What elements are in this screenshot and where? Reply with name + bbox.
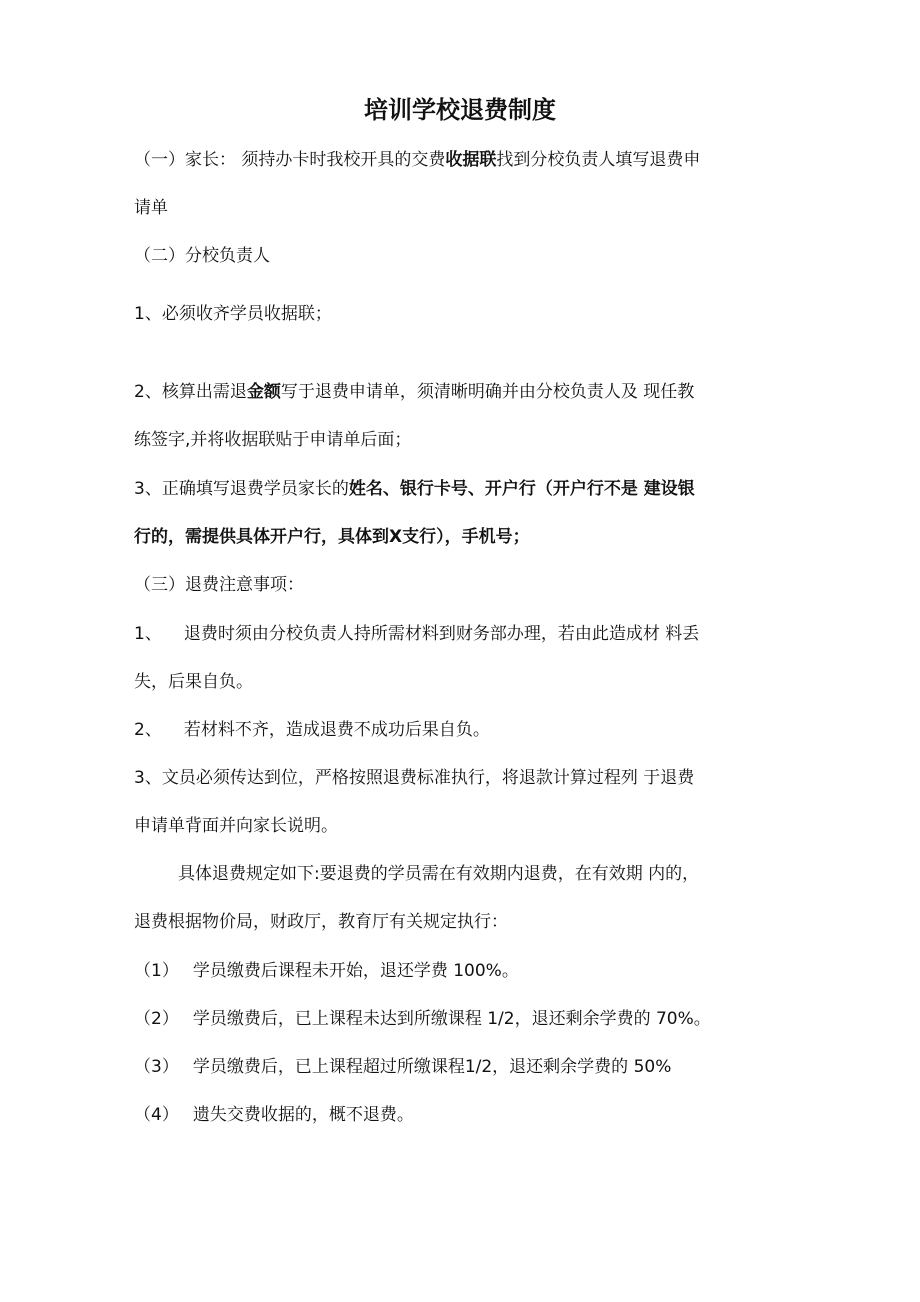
section-1-text-cont: 找到分校负责人填写退费申 [496, 150, 701, 170]
section-1-text: （一）家长： 须持办卡时我校开具的交费 [134, 150, 446, 170]
rule-text: 学员缴费后课程未开始，退还学费 100%。 [192, 961, 519, 981]
rule-text: 学员缴费后，已上课程超过所缴课程1/2，退还剩余学费的 50% [192, 1057, 672, 1077]
section-2-item-3-line-1 [134, 477, 695, 501]
section-1-line-2: 请单 [134, 198, 168, 218]
rule-number: （3） [134, 1057, 179, 1077]
rule-item-3 [134, 1055, 671, 1079]
amount-bold: 金额 [246, 382, 281, 402]
item-3-bold: 姓名、银行卡号、开户行（开户行不是 建设银 [348, 479, 695, 499]
section-3-item-2 [134, 718, 490, 742]
document-title: 培训学校退费制度 [364, 96, 556, 124]
rule-item-4 [134, 1103, 414, 1127]
item-3-text: 3、正确填写退费学员家长的 [134, 479, 349, 499]
rule-text: 学员缴费后，已上课程未达到所缴课程 1/2，退还剩余学费的 70%。 [192, 1009, 711, 1029]
rule-item-2 [134, 1007, 711, 1031]
receipt-stub-bold: 收据联 [445, 150, 497, 170]
section-3-item-1-line-2: 失，后果自负。 [134, 672, 253, 692]
item-2-text: 2、核算出需退 [134, 382, 247, 402]
rule-item-1 [134, 959, 519, 983]
section-2-item-2-line-2: 练签字,并将收据联贴于申请单后面； [134, 430, 412, 450]
section-3-item-3-line-2: 申请单背面并向家长说明。 [134, 816, 338, 836]
rule-number: （2） [134, 1009, 179, 1029]
item-number: 2、 [134, 720, 162, 740]
section-1-line-1 [134, 148, 700, 172]
section-3-item-3-line-1: 3、文员必须传达到位，严格按照退费标准执行，将退款计算过程列 于退费 [134, 768, 695, 788]
item-number: 1、 [134, 624, 162, 644]
section-2-item-1: 1、必须收齐学员收据联； [134, 304, 332, 324]
section-2-header: （二）分校负责人 [134, 246, 270, 266]
rules-intro-line-1: 具体退费规定如下:要退费的学员需在有效期内退费，在有效期 内的， [178, 864, 700, 884]
rule-text: 遗失交费收据的，概不退费。 [192, 1105, 414, 1125]
rule-number: （4） [134, 1105, 179, 1125]
item-2-text-cont: 写于退费申请单，须清晰明确并由分校负责人及 现任教 [280, 382, 695, 402]
item-text: 若材料不齐，造成退费不成功后果自负。 [183, 720, 490, 740]
item-text: 退费时须由分校负责人持所需材料到财务部办理，若由此造成材 料丢 [183, 624, 700, 644]
section-3-header: （三）退费注意事项： [134, 575, 304, 595]
rules-intro-line-2: 退费根据物价局，财政厅，教育厅有关规定执行： [134, 912, 508, 932]
section-2-item-2-line-1 [134, 380, 694, 404]
section-2-item-3-line-2: 行的，需提供具体开户行，具体到X支行），手机号； [134, 527, 530, 547]
section-3-item-1-line-1 [134, 622, 699, 646]
rule-number: （1） [134, 961, 179, 981]
